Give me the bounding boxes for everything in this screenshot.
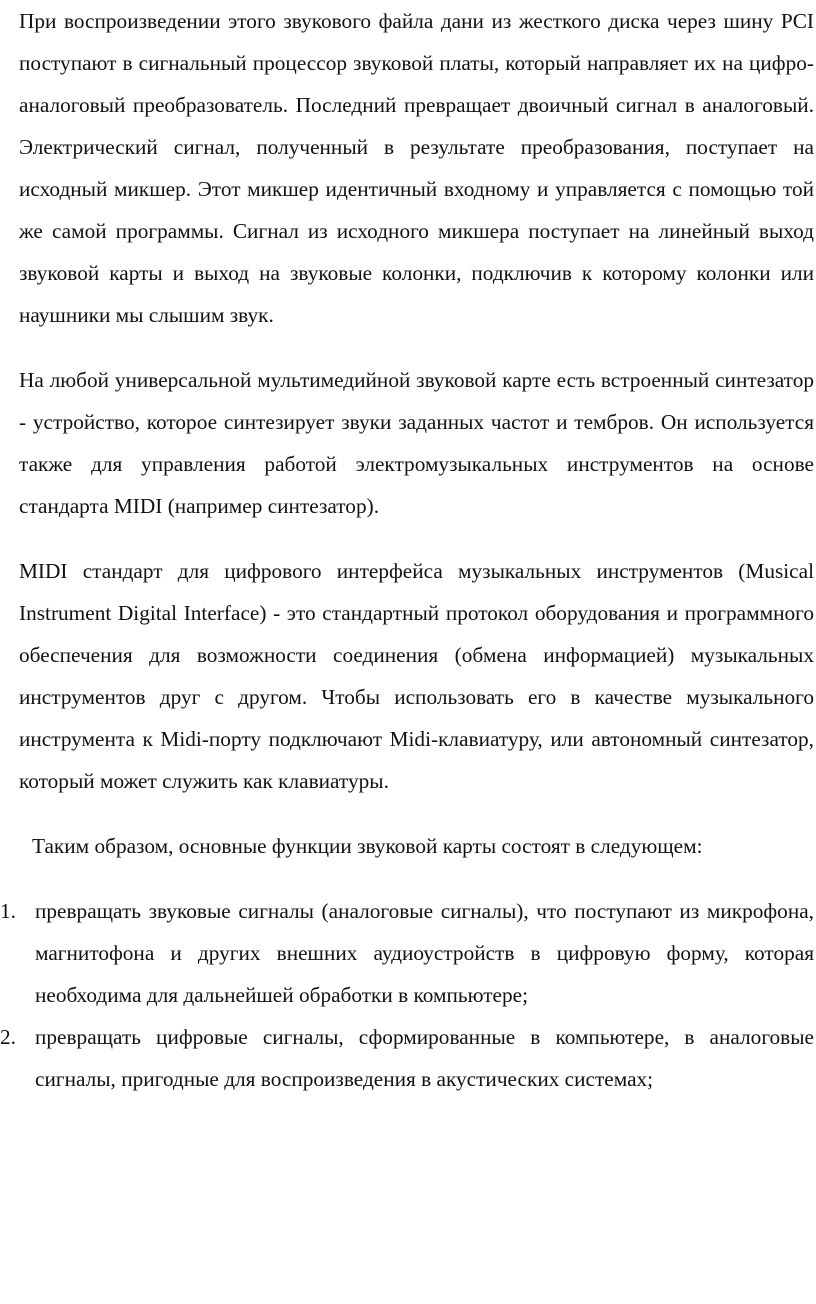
- functions-list: [0, 890, 814, 1100]
- list-item: [0, 1016, 814, 1100]
- paragraph-midi: MIDI стандарт для цифрового интерфейса музыкальных инструментов (Musical Instrument Digital Interface) - это стандартный протокол оборудования и программного обеспечения для возможности соединения (обмена информацией) музыкальных инструментов друг с другом. Чтобы использовать его в качестве музыкального инструмента к Midi-порту подключают Midi-клавиатуру, или автономный синтезатор, который может служить как клавиатуры.: [19, 559, 814, 793]
- list-item: [0, 890, 814, 1016]
- paragraph-playback: При воспроизведении этого звукового файла дани из жесткого диска через шину PCI поступают в сигнальный процессор звуковой платы, который направляет их на цифро-аналоговый преобразователь. Последний превращает двоичный сигнал в аналоговый. Электрический сигнал, полученный в результате преобразования, поступает на исходный микшер. Этот микшер идентичный входному и управляется с помощью той же самой программы. Сигнал из исходного микшера поступает на линейный выход звуковой карты и выход на звуковые колонки, подключив к которому колонки или наушники мы слышим звук.: [19, 9, 814, 327]
- list-item-number: 2.: [0, 1025, 16, 1049]
- paragraph-synthesizer: На любой универсальной мультимедийной звуковой карте есть встроенный синтезатор - устройство, которое синтезирует звуки заданных частот и тембров. Он используется также для управления работой электромузыкальных инструментов на основе стандарта MIDI (например синтезатор).: [19, 368, 814, 518]
- list-item-number: 1.: [0, 899, 16, 923]
- list-item-text: превращать цифровые сигналы, сформированные в компьютере, в аналоговые сигналы, пригодные для воспроизведения в акустических системах;: [35, 1025, 814, 1091]
- functions-lead: Таким образом, основные функции звуковой карты состоят в следующем:: [32, 834, 703, 858]
- list-item-text: превращать звуковые сигналы (аналоговые сигналы), что поступают из микрофона, магнитофона и других внешних аудиоустройств в цифровую форму, которая необходима для дальнейшей обработки в компьютере;: [35, 899, 814, 1007]
